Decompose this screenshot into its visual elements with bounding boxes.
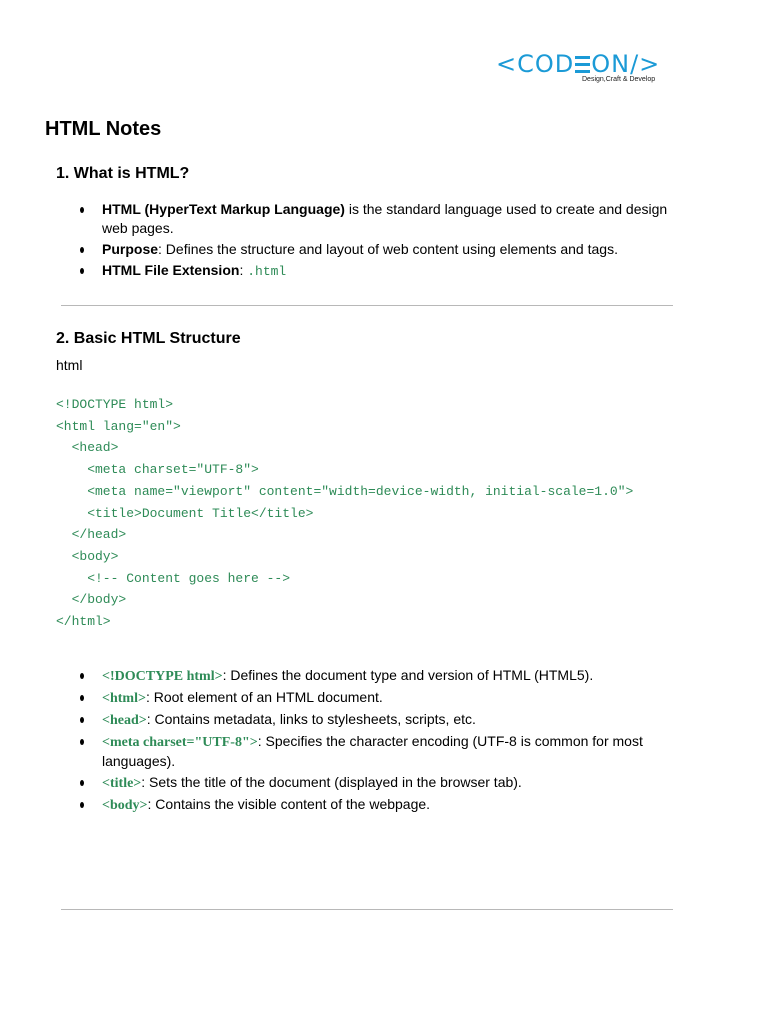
bullet-icon bbox=[80, 739, 84, 745]
item-text: : Specifies the character encoding (UTF-8 is common for most languages). bbox=[102, 733, 643, 769]
list-item bbox=[80, 688, 680, 708]
item-term: Purpose bbox=[102, 241, 159, 257]
logo-text-right: ON/> bbox=[591, 50, 661, 78]
list-item bbox=[80, 795, 680, 815]
item-text: : Contains the visible content of the webpage. bbox=[147, 796, 431, 812]
item-code: <head> bbox=[102, 713, 147, 728]
list-item bbox=[80, 773, 680, 793]
bullet-icon bbox=[80, 268, 84, 274]
bullet-icon bbox=[80, 673, 84, 679]
divider bbox=[61, 909, 673, 910]
bullet-icon bbox=[80, 802, 84, 808]
section-1-list bbox=[80, 200, 680, 283]
divider bbox=[61, 305, 673, 306]
list-item bbox=[80, 261, 680, 281]
item-text: is the standard language used to create and design web pages. bbox=[102, 201, 668, 236]
logo-e-icon bbox=[575, 55, 590, 73]
page-title: HTML Notes bbox=[45, 118, 162, 140]
bullet-icon bbox=[80, 695, 84, 701]
list-item bbox=[80, 732, 680, 771]
item-text: : Contains metadata, links to stylesheets, scripts, etc. bbox=[146, 711, 476, 727]
item-code: <!DOCTYPE html> bbox=[102, 669, 223, 684]
list-item bbox=[80, 666, 680, 686]
item-code: <title> bbox=[102, 776, 142, 791]
list-item bbox=[80, 240, 680, 259]
item-code: <body> bbox=[102, 798, 148, 813]
bullet-icon bbox=[80, 717, 84, 723]
item-code: <meta charset="UTF-8"> bbox=[102, 735, 258, 750]
item-code: <html> bbox=[102, 691, 146, 706]
item-term: HTML File Extension bbox=[102, 262, 240, 278]
bullet-icon bbox=[80, 247, 84, 253]
item-text: : Defines the document type and version of HTML (HTML5). bbox=[222, 667, 594, 683]
logo-text-left: <COD bbox=[496, 50, 575, 78]
list-item bbox=[80, 200, 680, 238]
logo-wordmark bbox=[496, 50, 660, 78]
code-block: <!DOCTYPE html> <html lang="en"> <head> <meta charset="UTF-8"> <meta name="viewport" content="width=device-width, initial-scale=1.0"> <title>Document Title</title> </head> <body> <!-- Content goes here --> </body> </html> bbox=[56, 397, 634, 630]
code-language-label: html bbox=[56, 357, 83, 373]
item-text: : bbox=[239, 262, 248, 278]
list-item bbox=[80, 710, 680, 730]
section-2-list bbox=[80, 666, 680, 817]
item-term: HTML (HyperText Markup Language) bbox=[102, 201, 345, 217]
bullet-icon bbox=[80, 207, 84, 213]
section-1-heading: 1. What is HTML? bbox=[56, 165, 190, 182]
logo-tagline: Design,Craft & Develop bbox=[582, 76, 656, 83]
item-text: : Root element of an HTML document. bbox=[145, 689, 383, 705]
bullet-icon bbox=[80, 780, 84, 786]
section-2-heading: 2. Basic HTML Structure bbox=[56, 330, 241, 347]
item-text: : Sets the title of the document (displayed in the browser tab). bbox=[141, 774, 522, 790]
item-code: .html bbox=[247, 264, 287, 279]
brand-logo bbox=[496, 50, 676, 90]
item-text: : Defines the structure and layout of web content using elements and tags. bbox=[158, 241, 618, 257]
